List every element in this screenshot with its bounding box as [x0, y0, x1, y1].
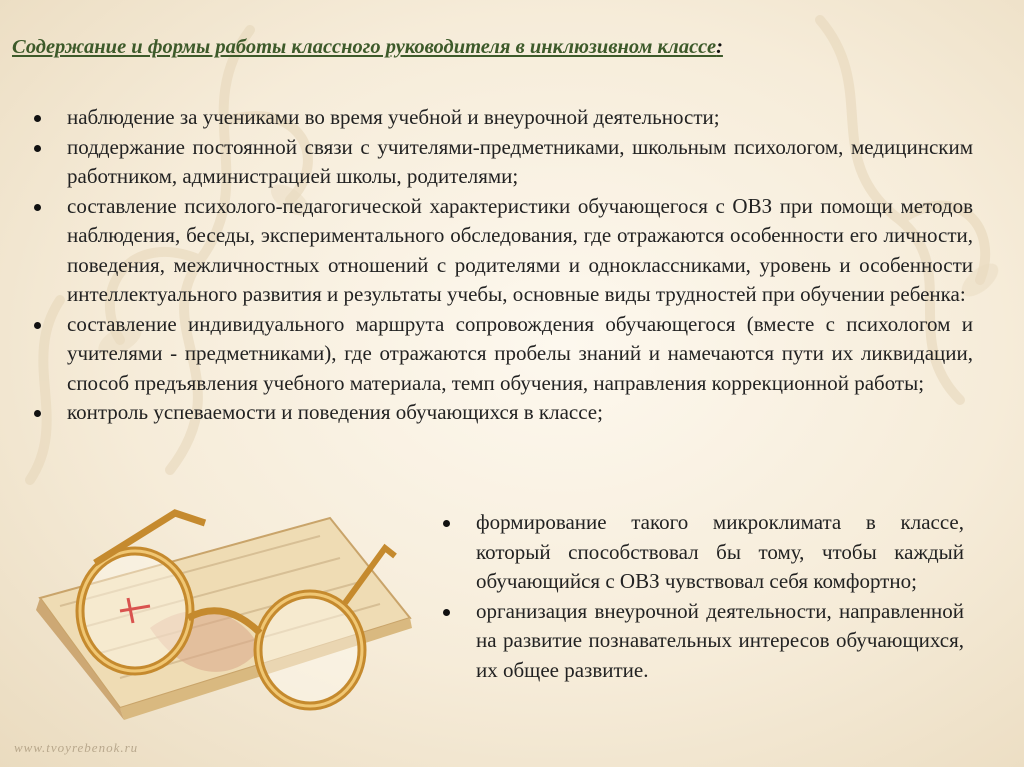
list-item: наблюдение за учениками во время учебной и внеурочной деятельности; [24, 103, 973, 133]
list-item: формирование такого микроклимата в классе, который способствовал бы тому, чтобы каждый обучающийся с ОВЗ чувствовал себя комфортно; [433, 508, 964, 597]
responsibilities-list-continued [433, 508, 964, 685]
glasses-book-illustration [0, 478, 480, 748]
list-item: составление психолого-педагогической характеристики обучающегося с ОВЗ при помощи методов наблюдения, беседы, экспериментального обследования, где отражаются особенности его личности, поведения, межличностных отношений с родителями и одноклассниками, уровень и особенности интеллектуального развития и результаты учебы, основные виды трудностей при обучении ребенка: [24, 192, 973, 310]
watermark: www.tvoyrebenok.ru [14, 740, 139, 755]
list-item: контроль успеваемости и поведения обучающихся в классе; [24, 398, 973, 428]
responsibilities-list [24, 103, 973, 428]
list-item: организация внеурочной деятельности, направленной на развитие познавательных интересов обучающихся, их общее развитие. [433, 597, 964, 686]
list-item: составление индивидуального маршрута сопровождения обучающегося (вместе с психологом и учителями - предметниками), где отражаются пробелы знаний и намечаются пути их ликвидации, способ предъявления учебного материала, темп обучения, направления коррекционной работы; [24, 310, 973, 399]
page-title: Содержание и формы работы классного руководителя в инклюзивном классе: [12, 36, 723, 58]
list-item: поддержание постоянной связи с учителями-предметниками, школьным психологом, медицинским работником, администрацией школы, родителями; [24, 133, 973, 192]
